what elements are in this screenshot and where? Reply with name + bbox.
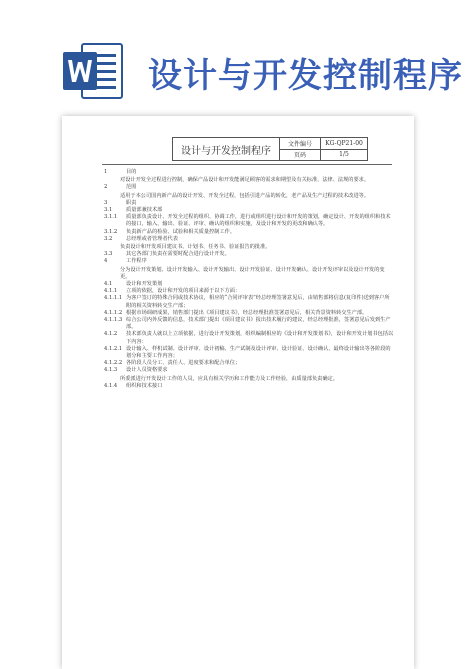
- section-text: 设计输入、样机试制、设计评审、设计初稿、生产试制及设计评审、设计验证、设计确认、最终设计输出等各阶段的划分和主要工作内容；: [126, 345, 391, 360]
- page-number-label: 页码: [280, 149, 321, 161]
- body-paragraph: 负责设计和开发项目建议书、计划书、任务书、验证报告的批准。: [120, 244, 271, 251]
- section-number: 4.1.2.2: [104, 360, 123, 367]
- section-number: 3.2: [104, 235, 113, 242]
- section-number: 4: [104, 258, 108, 265]
- section-number: 3.1.1: [104, 214, 118, 221]
- section-heading: [104, 169, 394, 176]
- section-text: 设计和开发策划: [126, 281, 163, 288]
- section-number: 4.1: [104, 281, 113, 288]
- section-text: 质量部负责设计、开发全过程的组织、协调工作，进行或组织进行设计和开发的策划，确定设计、开发的组织和技术的接口，输入、输出、验证、评审、确认的组织和实施，及设计和开发的更改和确认等。: [126, 214, 391, 228]
- section-number: 3: [104, 199, 108, 206]
- section-number: 4.1.1.1: [104, 295, 123, 302]
- section-text: 各阶段人员分工、责任人、进度要求和配合单位；: [126, 360, 241, 367]
- section-text: 根据市场调研成果，销售部门提出《项目建议书》，经总经理批准签署意见后，相关背景资料转交生产部。: [126, 309, 368, 316]
- section-heading: [104, 229, 394, 236]
- file-number-label: 文件编号: [280, 138, 321, 150]
- section-heading: [104, 295, 394, 309]
- section-text: 组织和技术接口: [126, 382, 163, 389]
- document-body: [104, 169, 394, 390]
- header-divider: [102, 164, 392, 165]
- section-text: 质量部兼技术部: [126, 207, 163, 214]
- document-page: [62, 116, 414, 669]
- banner-title: 设计与开发控制程序: [148, 56, 463, 96]
- section-number: 4.1.1: [104, 288, 118, 295]
- section-heading: [104, 317, 394, 331]
- section-text: 总经理或者管理者代表: [126, 235, 178, 242]
- section-text: 设计人员资格要求: [126, 367, 168, 374]
- section-text: 综合公司内外反馈的信息，技术部门提出《项目建议书》报出技术履行的建议，经总经理批准，签署意见后发到生产部。: [126, 317, 391, 331]
- section-number: 2: [104, 184, 108, 191]
- section-number: 4.1.2.1: [104, 345, 123, 352]
- body-paragraph: 适用于本公司国内新产品的设计开发、开发全过程，包括引进产品的转化，老产品及生产过程的技术改进等。: [120, 192, 370, 199]
- section-number: 4.1.2: [104, 331, 118, 338]
- section-heading: [104, 383, 394, 390]
- section-heading: [104, 331, 394, 345]
- section-number: 4.1.4: [104, 382, 118, 389]
- section-text: 职责: [126, 199, 137, 206]
- section-heading: [104, 200, 394, 207]
- document-title: 设计与开发控制程序: [173, 138, 280, 161]
- body-paragraph: 所委派进行开发设计工作的人员，应具有相关学历和工作能力及工作经验，由质量部负责确定。: [120, 375, 338, 382]
- section-text: 其它各部门负责在需要时配合进行设计开发。: [126, 251, 230, 258]
- word-document-icon: [62, 42, 124, 100]
- section-heading: [104, 367, 394, 374]
- section-number: 4.1.3: [104, 367, 118, 374]
- section-heading: [104, 310, 394, 317]
- section-number: 3.1.2: [104, 228, 118, 235]
- section-heading: [104, 346, 394, 360]
- body-paragraph: 对设计开发全过程进行控制，确保产品设计和开发能满足顾客的需求和期望及有关标准、法律、法规的要求。: [120, 177, 370, 184]
- page-number-value: 1/5: [321, 149, 368, 161]
- section-text: 立项的依据，设计和开发的项目来源于以下方面：: [126, 288, 241, 295]
- section-text: 负责新产品的检验、试验和相关质量控制工作。: [126, 228, 235, 235]
- section-number: 4.1.1.2: [104, 309, 123, 316]
- section-number: 3.3: [104, 251, 113, 258]
- body-paragraph: 分为设计开发策划、设计开发输入、设计开发输出、设计开发验证、设计开发确认、设计开发评审以及设计开发的变更。: [120, 266, 385, 280]
- file-number-value: KG-QP21-00: [321, 138, 368, 150]
- section-text: 技术部负责人就以上立项依据，进行设计开发策划，组织编制相应的《设计和开发策划书》，设计和开发计划书包括以下内容：: [126, 331, 394, 345]
- section-heading: [104, 214, 394, 228]
- document-header-table: [172, 137, 368, 161]
- section-text: 范围: [126, 184, 137, 191]
- section-number: 1: [104, 169, 108, 175]
- section-number: 4.1.1.3: [104, 317, 123, 324]
- section-text: 目的: [126, 169, 137, 175]
- section-text: 为客户签订的特殊合同或技术协议，相应的“合同评审表”经总经理签署意见后，由销售部将信息(复印件)送到客户所附的相关资料转交生产部；: [126, 295, 390, 309]
- section-heading: [104, 236, 394, 243]
- banner: [0, 0, 474, 105]
- section-heading: [104, 184, 394, 191]
- section-heading: [104, 251, 394, 258]
- section-number: 3.1: [104, 207, 113, 214]
- section-heading: [104, 258, 394, 265]
- section-text: 工作程序: [126, 258, 147, 265]
